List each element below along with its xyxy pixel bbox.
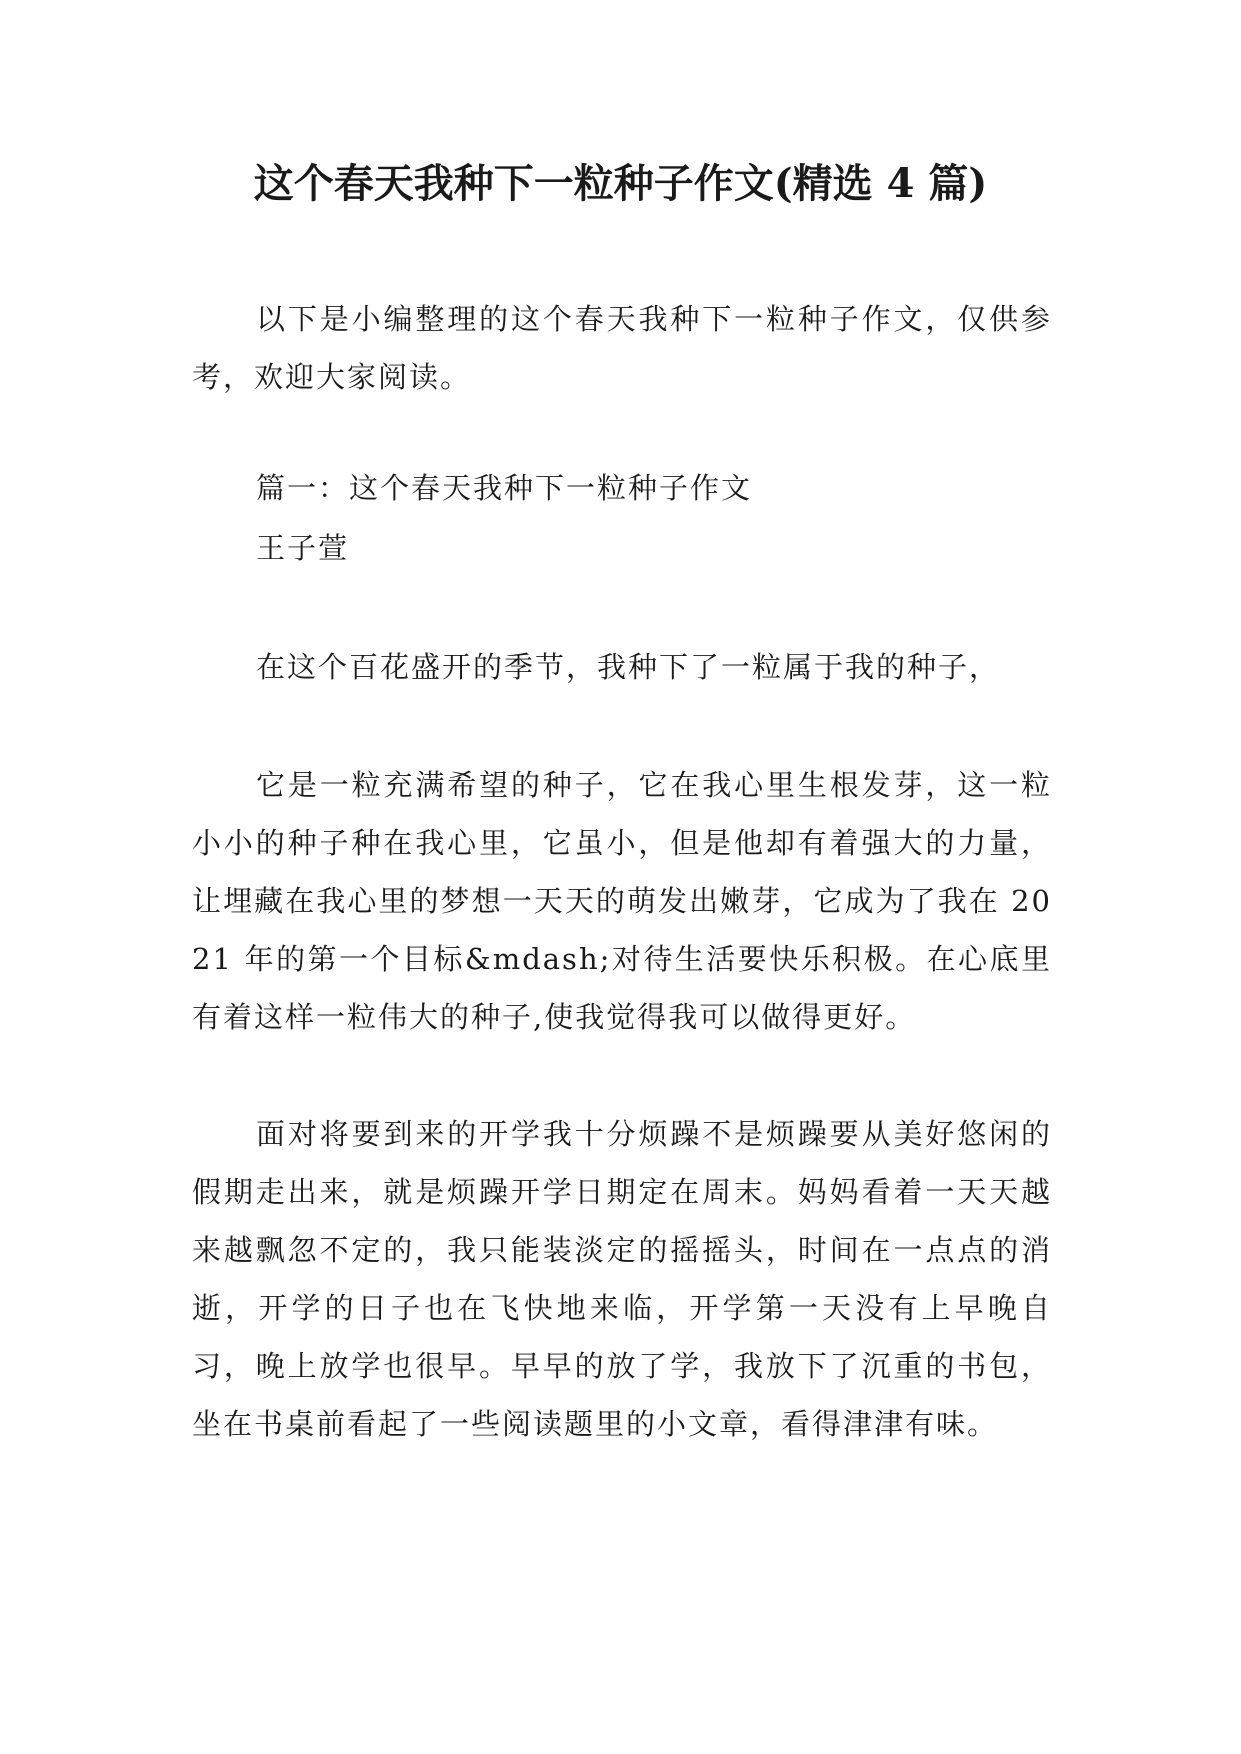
body-paragraph: 面对将要到来的开学我十分烦躁不是烦躁要从美好悠闲的假期走出来，就是烦躁开学日期定在周末。妈妈看着一天天越来越飘忽不定的，我只能装淡定的摇摇头，时间在一点点的消逝，开学的日子也在飞快地来临，开学第一天没有上早晚自习，晚上放学也很早。早早的放了学，我放下了沉重的书包，坐在书桌前看起了一些阅读题里的小文章，看得津津有味。	[192, 1117, 1052, 1441]
intro-paragraph: 以下是小编整理的这个春天我种下一粒种子作文，仅供参考，欢迎大家阅读。	[192, 302, 1052, 394]
author-name: 王子萱	[256, 531, 350, 565]
document-title: 这个春天我种下一粒种子作文(精选 4 篇)	[253, 160, 988, 207]
section-heading: 篇一：这个春天我种下一粒种子作文	[256, 471, 753, 505]
body-paragraph: 在这个百花盛开的季节，我种下了一粒属于我的种子，	[256, 650, 1001, 684]
body-paragraph: 它是一粒充满希望的种子，它在我心里生根发芽，这一粒小小的种子种在我心里，它虽小，但是他却有着强大的力量，让埋藏在我心里的梦想一天天的萌发出嫩芽，它成为了我在 2021 年的第一个目标&mdash;对待生活要快乐积极。在心底里有着这样一粒伟大的种子,使我觉得我可以做得更好。	[192, 768, 1052, 1034]
